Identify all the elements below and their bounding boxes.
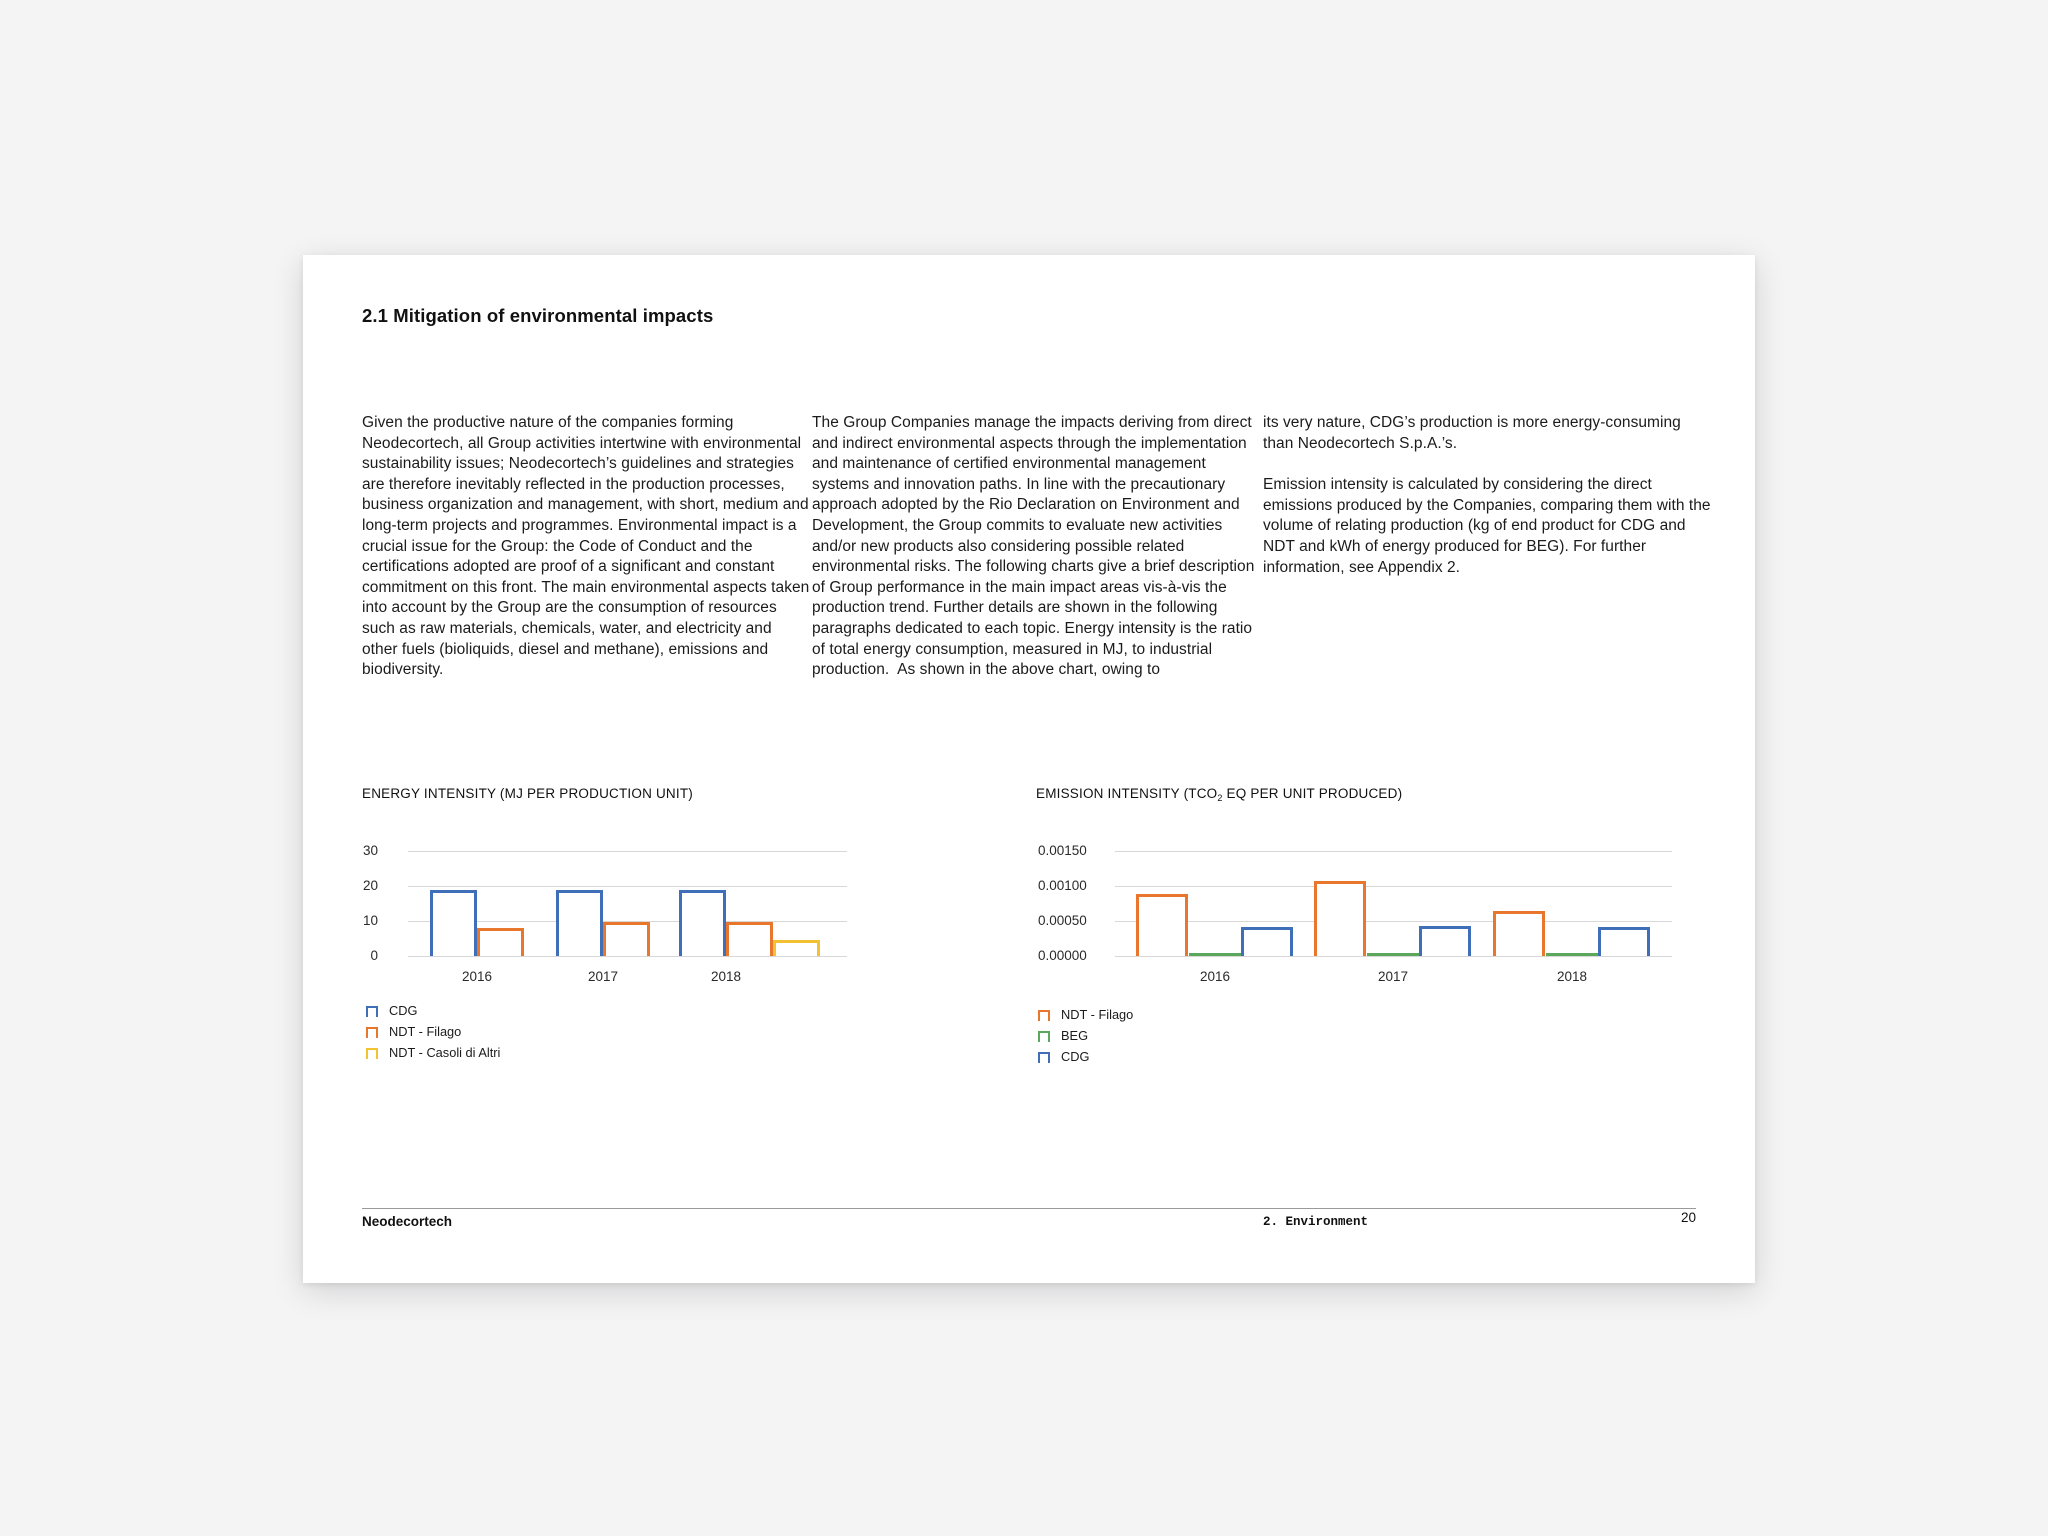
y-tick-label: 0.00100 — [1038, 878, 1087, 893]
energy-intensity-chart-title — [362, 786, 693, 803]
y-tick-label: 30 — [362, 843, 378, 858]
gridline — [1115, 851, 1672, 852]
legend-swatch-ndt-filago — [366, 1027, 378, 1038]
x-tick-label: 2018 — [1556, 969, 1588, 984]
legend-item — [1038, 1029, 1133, 1043]
bar-ndt-filago-2018 — [1493, 911, 1545, 956]
bar-ndt-filago-2016 — [477, 928, 524, 956]
footer-divider — [362, 1208, 1696, 1209]
bar-ndt-filago-2018 — [726, 922, 773, 956]
body-column-3 — [1263, 413, 1711, 578]
bar-cdg-2018 — [1598, 927, 1650, 956]
x-tick-label: 2017 — [1377, 969, 1409, 984]
emission-intensity-chart — [303, 255, 1755, 1283]
legend-swatch-cdg — [1038, 1052, 1050, 1063]
x-tick-label: 2017 — [587, 969, 619, 984]
bar-beg-2018 — [1546, 953, 1598, 957]
bar-beg-2016 — [1189, 953, 1241, 957]
x-tick-label: 2016 — [1199, 969, 1231, 984]
body-column-2 — [812, 413, 1260, 681]
bar-beg-2017 — [1367, 953, 1419, 957]
emission-intensity-chart-title — [1036, 786, 1402, 803]
gridline — [408, 956, 847, 957]
y-tick-label: 0.00000 — [1038, 948, 1087, 963]
bar-cdg-2017 — [1419, 926, 1471, 956]
page-title: 2.1 Mitigation of environmental impacts — [362, 305, 714, 326]
chart-title-text: EQ PER UNIT PRODUCED) — [1222, 786, 1403, 801]
legend-item — [366, 1004, 500, 1018]
legend-label: NDT - Filago — [389, 1024, 462, 1039]
chart-title-subscript: 2 — [1217, 793, 1223, 803]
footer-page-number: 20 — [1680, 1210, 1696, 1225]
legend-label: NDT - Filago — [1061, 1007, 1134, 1022]
gridline — [1115, 886, 1672, 887]
legend-label: CDG — [389, 1003, 418, 1018]
legend-swatch-cdg — [366, 1006, 378, 1017]
bar-cdg-2017 — [556, 890, 603, 957]
gridline — [1115, 921, 1672, 922]
bar-ndt-filago-2016 — [1136, 894, 1188, 956]
emission-intensity-legend — [1038, 1008, 1133, 1064]
legend-swatch-beg — [1038, 1031, 1050, 1042]
gridline — [408, 921, 847, 922]
bar-cdg-2018 — [679, 890, 726, 957]
bar-ndt-casoli-di-altri-2018 — [773, 940, 820, 956]
y-tick-label: 10 — [362, 913, 378, 928]
y-tick-label: 0 — [370, 948, 378, 963]
energy-intensity-legend — [366, 1004, 500, 1060]
document-page — [303, 255, 1755, 1283]
gridline — [408, 886, 847, 887]
bar-cdg-2016 — [1241, 927, 1293, 956]
paragraph: The Group Companies manage the impacts deriving from direct and indirect environmental aspects through the implementation and maintenance of certified environmental management systems and innovation paths. In line with the precautionary approach adopted by the Rio Declaration on Environment and Development, the Group commits to evaluate new activities and/or new products also considering possible related environmental risks. The following charts give a brief description of Group performance in the main impact areas vis-à-vis the production trend. Further details are shown in the following paragraphs dedicated to each topic. Energy intensity is the ratio of total energy consumption, measured in MJ, to industrial production. As shown in the above chart, owing to — [812, 414, 1255, 679]
paragraph: Emission intensity is calculated by considering the direct emissions produced by the Companies, comparing them with the volume of relating production (kg of end product for CDG and NDT and kWh of energy produced for BEG). For further information, see Appendix 2. — [1263, 476, 1711, 576]
gridline — [1115, 956, 1672, 957]
paragraph: Given the productive nature of the companies forming Neodecortech, all Group activities intertwine with environmental sustainability issues; Neodecortech’s guidelines and strategies are therefore inevitably reflected in the production processes, business organization and management, with short, medium and long-term projects and programmes. Environmental impact is a crucial issue for the Group: the Code of Conduct and the certifications adopted are proof of a significant and constant commitment on this front. The main environmental aspects taken into account by the Group are the consumption of resources such as raw materials, chemicals, water, and electricity and other fuels (bioliquids, diesel and methane), emissions and biodiversity. — [362, 414, 810, 679]
y-tick-label: 20 — [362, 878, 378, 893]
chart-title-text: EMISSION INTENSITY (TCO — [1036, 786, 1218, 801]
legend-label: CDG — [1061, 1049, 1090, 1064]
bar-ndt-filago-2017 — [1314, 881, 1366, 956]
legend-item — [1038, 1050, 1133, 1064]
x-tick-label: 2016 — [461, 969, 493, 984]
footer-brand: Neodecortech — [362, 1214, 453, 1229]
legend-item — [366, 1046, 500, 1060]
energy-intensity-chart — [303, 255, 1755, 1283]
chart-title-text: ENERGY INTENSITY (MJ PER PRODUCTION UNIT) — [362, 786, 693, 801]
legend-label: BEG — [1061, 1028, 1089, 1043]
y-tick-label: 0.00150 — [1038, 843, 1087, 858]
y-tick-label: 0.00050 — [1038, 913, 1087, 928]
x-tick-label: 2018 — [710, 969, 742, 984]
legend-swatch-ndt-casoli-di-altri — [366, 1048, 378, 1059]
legend-item — [1038, 1008, 1133, 1022]
bar-cdg-2016 — [430, 890, 477, 957]
bar-ndt-filago-2017 — [603, 922, 650, 956]
body-column-1 — [362, 413, 810, 681]
legend-label: NDT - Casoli di Altri — [389, 1045, 501, 1060]
legend-item — [366, 1025, 500, 1039]
footer-section-label: 2. Environment — [1263, 1215, 1369, 1229]
paragraph: its very nature, CDG’s production is more energy-consuming than Neodecortech S.p.A.’s. — [1263, 414, 1681, 452]
legend-swatch-ndt-filago — [1038, 1010, 1050, 1021]
gridline — [408, 851, 847, 852]
